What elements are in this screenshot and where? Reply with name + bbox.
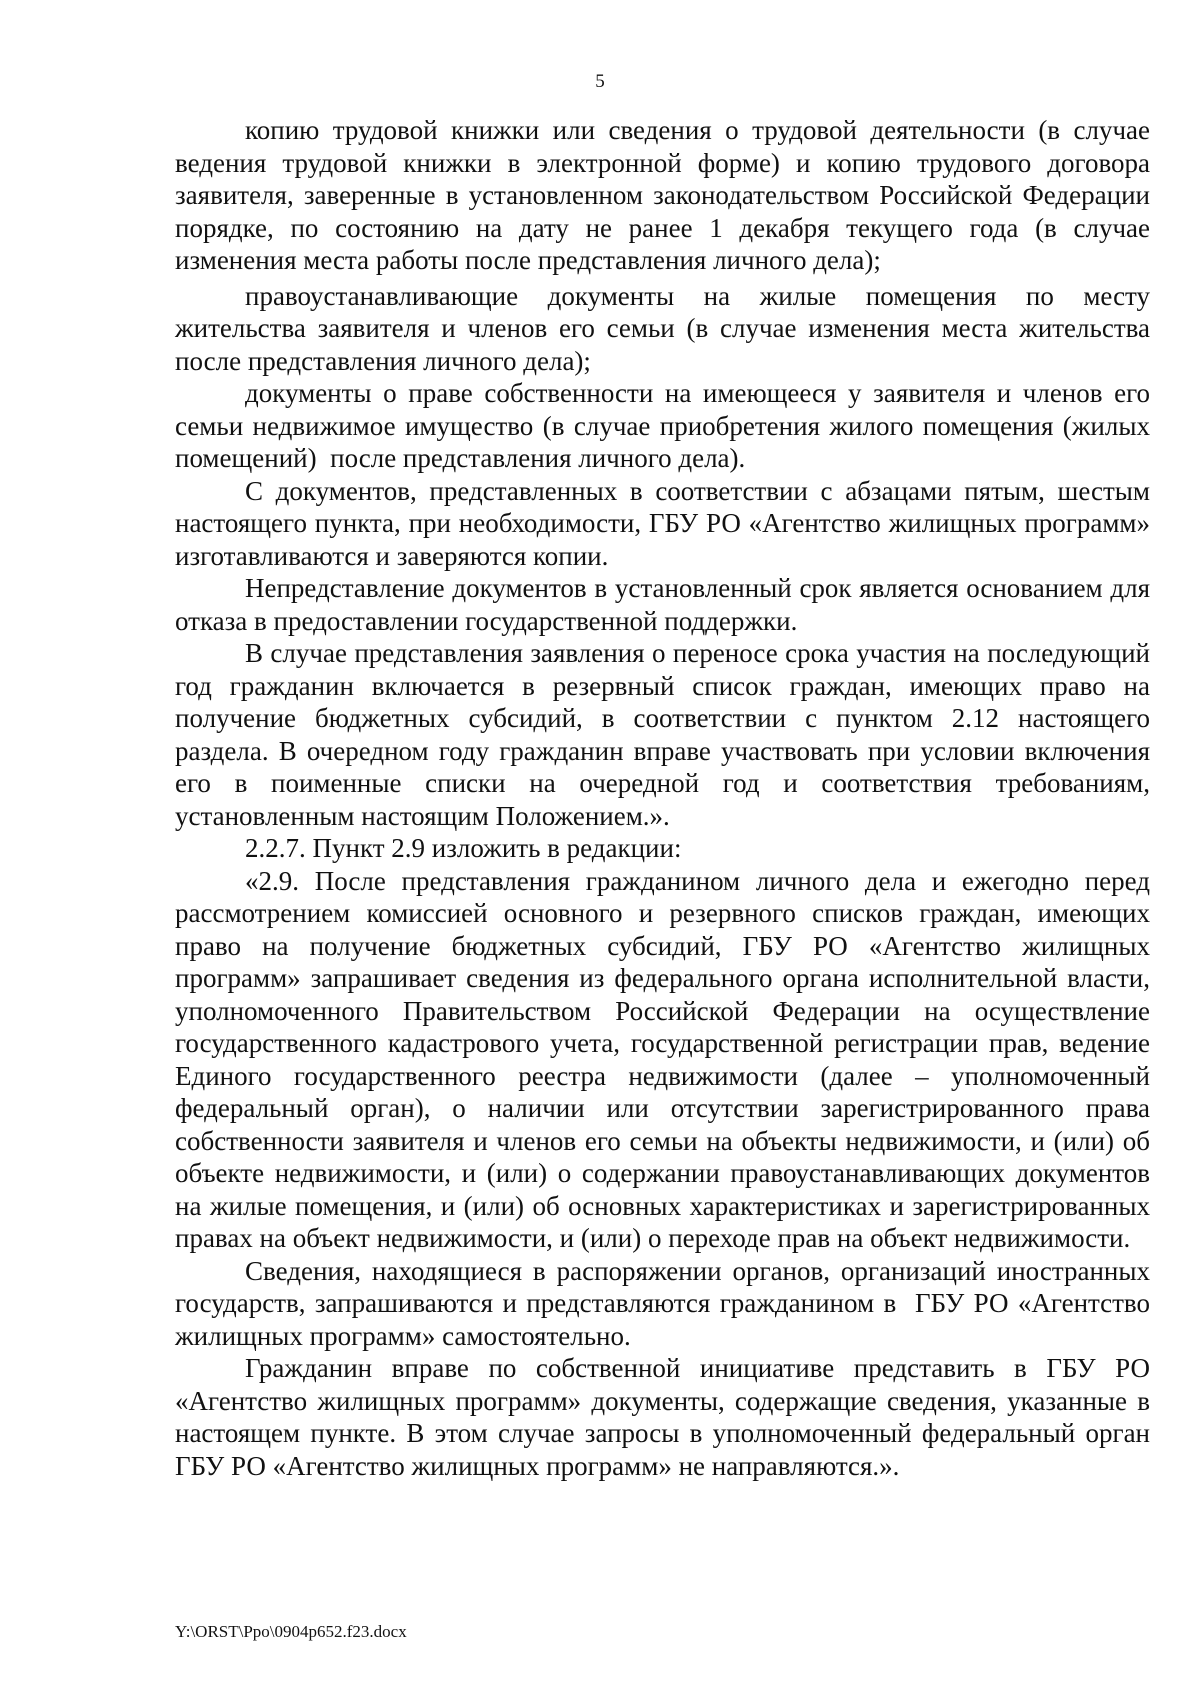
paragraph-property-documents: документы о праве собственности на имеющееся у заявителя и членов его семьи недвижимое имущество (в случае приобретения жилого помещения (жилых помещений) после представления личного дела). (175, 378, 1157, 473)
paragraph-non-submission: Непредставление документов в установленный срок является основанием для отказа в предоставлении государственной поддержки. (175, 573, 1157, 636)
paragraph-employment-record: копию трудовой книжки или сведения о трудовой деятельности (в случае ведения трудовой книжки в электронной форме) и копию трудового договора заявителя, заверенные в установленном законодательством Российской Федерации порядке, по состоянию на дату не ранее 1 декабря текущего года (в случае изменения места работы после представления личного дела); (175, 115, 1157, 275)
paragraph-own-initiative: Гражданин вправе по собственной инициативе представить в ГБУ РО «Агентство жилищных программ» документы, содержащие сведения, указанные в настоящем пункте. В этом случае запросы в уполномоченный федеральный орган ГБУ РО «Агентство жилищных программ» не направляются.». (175, 1353, 1157, 1481)
document-body (175, 114, 1157, 1482)
paragraph-clause-2-9: «2.9. После представления гражданином личного дела и ежегодно перед рассмотрением комиссией основного и резервного списков граждан, имеющих право на получение бюджетных субсидий, ГБУ РО «Агентство жилищных программ» запрашивает сведения из федерального органа исполнительной власти, уполномоченного Правительством Российской Федерации на осуществление государственного кадастрового учета, государственной регистрации прав, ведение Единого государственного реестра недвижимости (далее – уполномоченный федеральный орган), о наличии или отсутствии зарегистрированного права собственности заявителя и членов его семьи на объекты недвижимости, и (или) об объекте недвижимости, и (или) о содержании правоустанавливающих документов на жилые помещения, и (или) об основных характеристиках и зарегистрированных правах на объект недвижимости, и (или) о переходе прав на объект недвижимости. (175, 865, 1157, 1253)
paragraph-title-documents: правоустанавливающие документы на жилые помещения по месту жительства заявителя и членов его семьи (в случае изменения места жительства после представления личного дела); (175, 280, 1157, 376)
paragraph-postponement: В случае представления заявления о переносе срока участия на последующий год гражданин включается в резервный список граждан, имеющих право на получение бюджетных субсидий, в соответствии с пунктом 2.12 настоящего раздела. В очередном году гражданин вправе участвовать при условии включения его в поименные списки на очередной год и соответствия требованиям, установленным настоящим Положением.». (175, 638, 1157, 831)
footer-file-path: Y:\ORST\Ppo\0904p652.f23.docx (175, 1622, 407, 1641)
paragraph-copies: С документов, представленных в соответствии с абзацами пятым, шестым настоящего пункта, при необходимости, ГБУ РО «Агентство жилищных программ» изготавливаются и заверяются копии. (175, 475, 1157, 571)
page-number: 5 (595, 71, 605, 92)
paragraph-amendment-heading: 2.2.7. Пункт 2.9 изложить в редакции: (245, 833, 682, 863)
paragraph-foreign-information: Сведения, находящиеся в распоряжении органов, организаций иностранных государств, запрашиваются и представляются гражданином в ГБУ РО «Агентство жилищных программ» самостоятельно. (175, 1255, 1157, 1351)
